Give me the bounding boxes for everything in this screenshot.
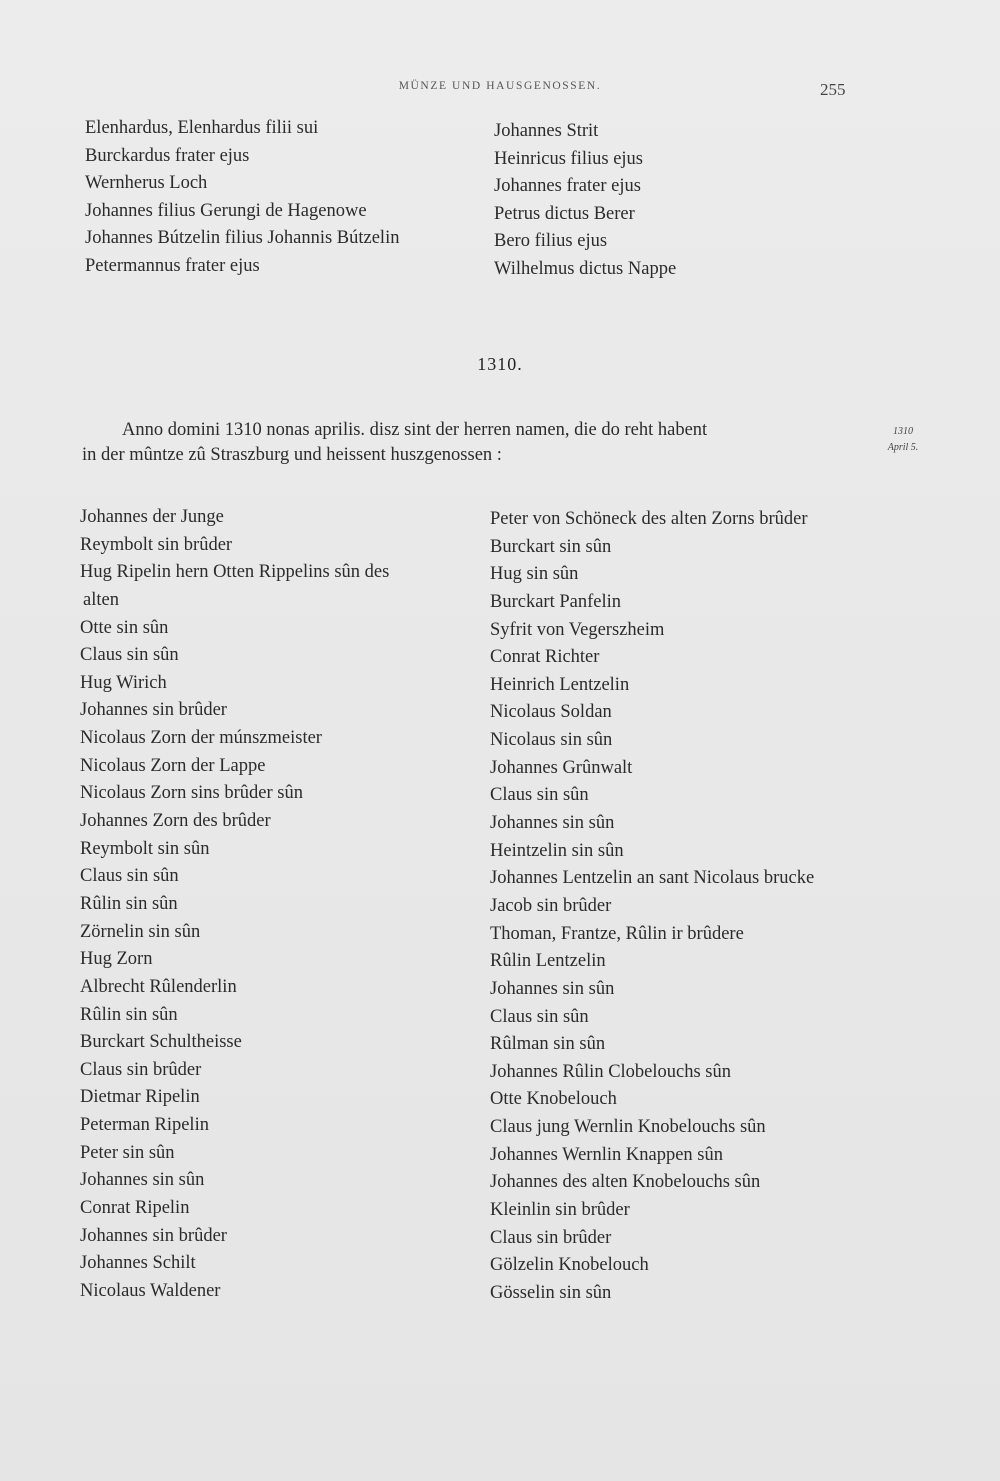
name-line: Claus jung Wernlin Knobelouchs sûn (490, 1117, 766, 1138)
name-line: Johannes Grûnwalt (490, 757, 633, 778)
name-line: Rûlman sin sûn (490, 1034, 606, 1055)
intro-line: Anno domini 1310 nonas aprilis. disz sint der herren namen, die do reht habent (122, 420, 708, 440)
name-line: Nicolaus sin sûn (490, 730, 613, 751)
name-line: Nicolaus Zorn der múnszmeister (80, 728, 322, 749)
name-line: Heinrich Lentzelin (490, 674, 630, 695)
name-line: Nicolaus Zorn sins brûder sûn (80, 783, 303, 804)
margin-note-year: 1310 (893, 426, 913, 437)
name-line: Hug Zorn (80, 949, 153, 970)
name-line: Burckart Panfelin (490, 591, 621, 612)
name-line: Claus sin sûn (80, 866, 179, 887)
name-line: Johannes sin brûder (80, 1225, 227, 1246)
name-line: Gösselin sin sûn (490, 1282, 612, 1303)
name-line: Johannes Wernlin Knappen sûn (490, 1144, 723, 1165)
name-line: Johannes Bútzelin filius Johannis Bútzelin (85, 228, 400, 249)
name-line: Reymbolt sin brûder (80, 534, 233, 555)
name-line: Gölzelin Knobelouch (490, 1255, 649, 1276)
name-line: Johannes frater ejus (494, 176, 641, 197)
name-line: Rûlin sin sûn (80, 893, 178, 914)
name-line: Hug Ripelin hern Otten Rippelins sûn des (80, 562, 390, 583)
name-line: Burckart sin sûn (490, 536, 612, 557)
name-line: Hug Wirich (80, 672, 167, 693)
name-line: Conrat Ripelin (80, 1198, 190, 1219)
name-line: Johannes sin sûn (80, 1170, 205, 1191)
name-line: Johannes sin sûn (490, 978, 615, 999)
name-line: Nicolaus Zorn der Lappe (80, 755, 266, 776)
name-line: Claus sin sûn (490, 1006, 589, 1027)
list-1310-left-column (80, 504, 389, 1306)
name-line: Petrus dictus Berer (494, 203, 635, 224)
name-line: Otte Knobelouch (490, 1089, 617, 1110)
name-line: alten (83, 589, 119, 610)
name-line: Johannes Schilt (80, 1253, 196, 1274)
name-line: Otte sin sûn (80, 617, 169, 638)
name-line: Johannes Strit (494, 121, 599, 141)
name-line: Bero filius ejus (494, 231, 608, 252)
name-line: Johannes filius Gerungi de Hagenowe (85, 200, 367, 221)
name-line: Rûlin Lentzelin (490, 951, 606, 972)
name-line: Johannes Rûlin Clobelouchs sûn (490, 1061, 732, 1082)
name-line: Heintzelin sin sûn (490, 840, 624, 861)
name-line: Peterman Ripelin (80, 1115, 209, 1136)
name-line: Petermannus frater ejus (85, 255, 260, 276)
name-line: Claus sin sûn (80, 645, 179, 666)
name-line: Albrecht Rûlenderlin (80, 976, 237, 997)
name-line: Zörnelin sin sûn (80, 921, 201, 942)
margin-note-date: April 5. (887, 442, 919, 453)
running-head: MÜNZE UND HAUSGENOSSEN. (398, 80, 602, 92)
top-list-right-column (494, 118, 676, 284)
name-line: Claus sin brûder (490, 1227, 612, 1248)
name-line: Syfrit von Vegerszheim (490, 619, 665, 640)
top-list-left-column (85, 115, 399, 281)
name-line: Jacob sin brûder (490, 895, 612, 916)
name-line: Johannes Zorn des brûder (80, 811, 271, 832)
name-line: Peter von Schöneck des alten Zorns brûder (490, 509, 808, 529)
page-number: 255 (820, 80, 846, 99)
name-line: Johannes der Junge (80, 507, 224, 527)
name-line: Kleinlin sin brûder (490, 1200, 630, 1221)
name-line: Rûlin sin sûn (80, 1004, 178, 1025)
name-line: Hug sin sûn (490, 564, 579, 585)
name-line: Thoman, Frantze, Rûlin ir brûdere (490, 923, 744, 944)
name-line: Elenhardus, Elenhardus filii sui (85, 118, 319, 138)
name-line: Johannes des alten Knobelouchs sûn (490, 1172, 761, 1193)
name-line: Claus sin brûder (80, 1059, 202, 1080)
name-line: Burckart Schultheisse (80, 1032, 242, 1053)
year-heading: 1310. (477, 354, 523, 374)
name-line: Heinricus filius ejus (494, 148, 644, 169)
margin-note (868, 424, 938, 456)
name-line: Burckardus frater ejus (85, 145, 250, 166)
name-line: Claus sin sûn (490, 785, 589, 806)
intro-paragraph (82, 418, 872, 468)
name-line: Conrat Richter (490, 647, 600, 668)
list-1310-right-column (490, 506, 814, 1308)
name-line: Wernherus Loch (85, 173, 208, 194)
name-line: Johannes sin brûder (80, 700, 227, 721)
name-line: Johannes Lentzelin an sant Nicolaus brucke (490, 868, 815, 889)
name-line: Johannes sin sûn (490, 813, 615, 834)
name-line: Dietmar Ripelin (80, 1087, 200, 1108)
intro-line: in der mûntze zû Straszburg und heissent huszgenossen : (82, 445, 502, 465)
name-line: Peter sin sûn (80, 1142, 175, 1163)
name-line: Wilhelmus dictus Nappe (494, 258, 677, 279)
name-line: Nicolaus Soldan (490, 702, 612, 723)
name-line: Reymbolt sin sûn (80, 838, 210, 859)
name-line: Nicolaus Waldener (80, 1280, 221, 1301)
